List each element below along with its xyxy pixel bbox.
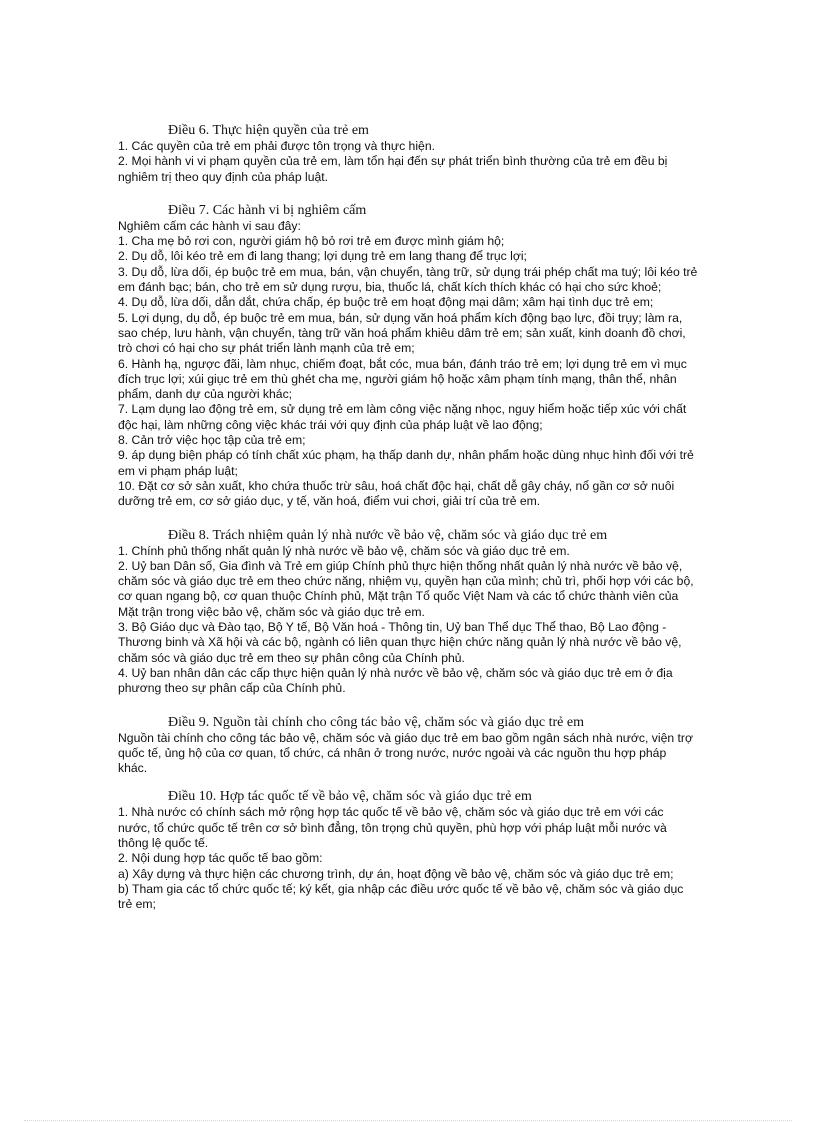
article-8: [118, 527, 698, 697]
paragraph: 1. Cha mẹ bỏ rơi con, người giám hộ bỏ rơi trẻ em được mình giám hộ;: [118, 234, 505, 249]
paragraph: 2. Dụ dỗ, lôi kéo trẻ em đi lang thang; lợi dụng trẻ em lang thang để trục lợi;: [118, 249, 527, 264]
paragraph: 2. Nội dung hợp tác quốc tế bao gồm:: [118, 851, 323, 866]
article-heading: Điều 7. Các hành vi bị nghiêm cấm: [168, 202, 367, 218]
article-10: [118, 788, 698, 912]
article-heading: Điều 6. Thực hiện quyền của trẻ em: [168, 123, 369, 138]
spacer: [118, 185, 698, 202]
paragraph: 4. Uỷ ban nhân dân các cấp thực hiện quản lý nhà nước về bảo vệ, chăm sóc và giáo dục trẻ em ở địa phương theo sự phân cấp của Chính phủ.: [118, 665, 673, 696]
paragraph: 3. Bộ Giáo dục và Đào tạo, Bộ Y tế, Bộ Văn hoá - Thông tin, Uỷ ban Thể dục Thể thao, Bộ Lao động - Thương binh và Xã hội và các bộ, ngành có liên quan thực hiện chức năng quản lý nhà nước về bảo vệ, chăm sóc và giáo dục trẻ em theo sự phân công của Chính phủ.: [118, 620, 682, 665]
paragraph: 1. Chính phủ thống nhất quản lý nhà nước về bảo vệ, chăm sóc và giáo dục trẻ em.: [118, 543, 570, 558]
paragraph: 1. Nhà nước có chính sách mở rộng hợp tác quốc tế về bảo vệ, chăm sóc và giáo dục trẻ em với các nước, tổ chức quốc tế trên cơ sở bình đẳng, tôn trọng chủ quyền, phù hợp với pháp luật mỗi nước và thông lệ quốc tế.: [118, 805, 667, 850]
paragraph: 9. áp dụng biện pháp có tính chất xúc phạm, hạ thấp danh dự, nhân phẩm hoặc dùng nhục hình đối với trẻ em vi phạm pháp luật;: [118, 448, 694, 478]
spacer: [118, 697, 698, 714]
paragraph: 2. Uỷ ban Dân số, Gia đình và Trẻ em giúp Chính phủ thực hiện thống nhất quản lý nhà nước về bảo vệ, chăm sóc và giáo dục trẻ em theo chức năng, nhiệm vụ, quyền hạn của mình; chủ trì, phối hợp với các bộ, cơ quan ngang bộ, cơ quan thuộc Chính phủ, Mặt trận Tổ quốc Việt Nam và các tổ chức thành viên của Mặt trận trong việc bảo vệ, chăm sóc và giáo dục trẻ em.: [118, 558, 694, 619]
spacer: [118, 776, 698, 788]
paragraph: a) Xây dựng và thực hiện các chương trình, dự án, hoạt động về bảo vệ, chăm sóc và giáo dục trẻ em;: [118, 866, 674, 881]
article-heading: Điều 10. Hợp tác quốc tế về bảo vệ, chăm sóc và giáo dục trẻ em: [168, 789, 532, 805]
paragraph: 3. Dụ dỗ, lừa dối, ép buộc trẻ em mua, bán, vận chuyển, tàng trữ, sử dụng trái phép chất ma tuý; lôi kéo trẻ em đánh bạc; bán, cho trẻ em sử dụng rượu, bia, thuốc lá, chất kích thích khác có hại cho sức khoẻ;: [118, 264, 698, 295]
article-heading: Điều 9. Nguồn tài chính cho công tác bảo vệ, chăm sóc và giáo dục trẻ em: [168, 714, 584, 730]
paragraph: Nguồn tài chính cho công tác bảo vệ, chăm sóc và giáo dục trẻ em bao gồm ngân sách nhà nước, viện trợ quốc tế, ủng hộ của cơ quan, tổ chức, cá nhân ở trong nước, nước ngoài và các nguồn thu hợp pháp khác.: [118, 730, 693, 776]
spacer: [118, 510, 698, 527]
paragraph: 7. Lạm dụng lao động trẻ em, sử dụng trẻ em làm công việc nặng nhọc, nguy hiểm hoặc tiếp xúc với chất độc hại, làm những công việc khác trái với quy định của pháp luật về lao động;: [118, 402, 687, 432]
paragraph: Nghiêm cấm các hành vi sau đây:: [118, 218, 301, 233]
paragraph: b) Tham gia các tổ chức quốc tế; ký kết, gia nhập các điều ước quốc tế về bảo vệ, chăm sóc và giáo dục trẻ em;: [118, 881, 684, 912]
article-9: [118, 714, 698, 777]
paragraph: 4. Dụ dỗ, lừa dối, dẫn dắt, chứa chấp, ép buộc trẻ em hoạt động mại dâm; xâm hại tình dục trẻ em;: [118, 295, 654, 310]
document-page: [118, 122, 698, 912]
paragraph: 2. Mọi hành vi vi phạm quyền của trẻ em, làm tổn hại đến sự phát triển bình thường của trẻ em đều bị nghiêm trị theo quy định của pháp luật.: [118, 154, 668, 184]
paragraph: 8. Cản trở việc học tập của trẻ em;: [118, 433, 306, 448]
paragraph: 5. Lợi dụng, dụ dỗ, ép buộc trẻ em mua, bán, sử dụng văn hoá phẩm kích động bạo lực, đồi trụy; làm ra, sao chép, lưu hành, vận chuyển, tàng trữ văn hoá phẩm khiêu dâm trẻ em; sản xuất, kinh doanh đồ chơi, trò chơi có hại cho sự phát triển lành mạnh của trẻ em;: [118, 310, 686, 356]
page-edge-divider: [24, 1120, 792, 1121]
article-heading: Điều 8. Trách nhiệm quản lý nhà nước về bảo vệ, chăm sóc và giáo dục trẻ em: [168, 527, 608, 543]
paragraph: 1. Các quyền của trẻ em phải được tôn trọng và thực hiện.: [118, 139, 435, 153]
article-7: [118, 202, 698, 510]
article-6: [118, 122, 698, 185]
paragraph: 6. Hành hạ, ngược đãi, làm nhục, chiếm đoạt, bắt cóc, mua bán, đánh tráo trẻ em; lợi dụng trẻ em vì mục đích trục lợi; xúi giục trẻ em thù ghét cha mẹ, người giám hộ hoặc xâm phạm tính mạng, thân thể, nhân phẩm, danh dự của người khác;: [118, 356, 687, 402]
paragraph: 10. Đặt cơ sở sản xuất, kho chứa thuốc trừ sâu, hoá chất độc hại, chất dễ gây cháy, nổ gần cơ sở nuôi dưỡng trẻ em, cơ sở giáo dục, y tế, văn hoá, điểm vui chơi, giải trí của trẻ em.: [118, 478, 675, 509]
